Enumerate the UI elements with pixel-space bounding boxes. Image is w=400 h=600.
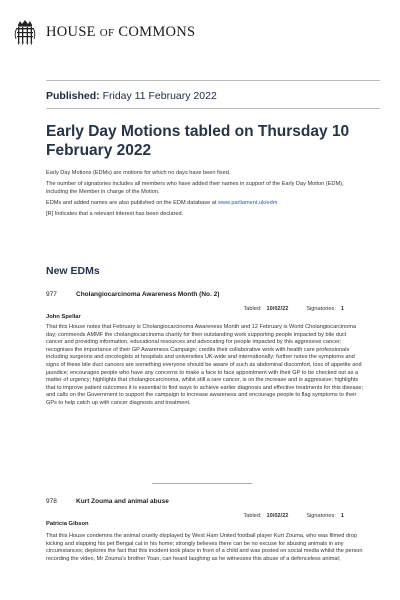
motion-heading — [46, 291, 346, 298]
portcullis-logo-icon — [14, 19, 36, 45]
edm-database-link[interactable]: www.parliament.uk/edm — [217, 200, 278, 206]
motion-number: 978 — [46, 498, 57, 505]
signatories-label: Signatories: — [306, 306, 336, 312]
motion-number: 977 — [46, 291, 57, 298]
motion-proposer: John Spellar — [46, 314, 81, 320]
tabled-label: Tabled: — [243, 513, 262, 519]
intro-paragraph: Early Day Motions (EDMs) are motions for which no days have been fixed. — [46, 170, 231, 176]
motion-text: That this House notes that February is Cholangiocarcinoma Awareness Month and 12 February is World Cholangiocarcinoma day; commends AMMF the cholangiocarcinoma charity for their outstanding work supporting people impacted by bile duct cancer and providing information, educational resources and advocating for people impacted by this aggressive cancer; recognises the importance of their GP Awareness Campaign; credits their collaborative work with health care professionals including surgeons and oncologists at hospitals and universities UK-wide and internationally; further notes the symptoms and signs of these bile duct cancers are something everyone should be aware of such as abdominal discomfort, loss of appetite and jaundice; encourages people who have any concerns to make a face to face appointment with their GP to be checked out as a matter of urgency; highlights that cholangiocarcinoma, whilst still a rare cancer, is on the increase and is aggressive; highlights that to improve patient outcomes it is essential to find ways to achieve earlier diagnosis and effective treatments for this disease; and calls on the Government to support the campaign to increase awareness and encourage people to flag symptoms to their GPs to help catch up with cancer diagnosis and treatment. — [46, 324, 364, 406]
intro-text — [46, 169, 366, 221]
motion-heading — [46, 498, 346, 505]
motion-title: Cholangiocarcinoma Awareness Month (No. 2) — [76, 291, 220, 298]
header-rule — [46, 80, 380, 81]
published-line — [46, 90, 217, 102]
published-label: Published: — [46, 90, 100, 102]
motion-title: Kurt Zouma and animal abuse — [76, 498, 169, 505]
section-heading: New EDMs — [46, 265, 100, 277]
organisation-name: HOUSE OF COMMONS — [46, 23, 196, 40]
published-date: Friday 11 February 2022 — [102, 90, 217, 102]
motion-meta — [244, 513, 345, 519]
intro-paragraph: EDMs and added names are also published on the EDM database at www.parliament.uk/edm — [46, 200, 278, 206]
signatories-label: Signatories: — [306, 513, 336, 519]
motion-meta — [244, 306, 345, 312]
signatories-count: 1 — [340, 306, 344, 312]
tabled-date: 10/02/22 — [266, 306, 289, 312]
motion-text: That this House condemns the animal cruelty displayed by West Ham United football player Kurt Zouma, who was filmed drop kicking and slapping his pet Bengal cat in his home; strongly believes there can be no excuse for abusing animals in any circumstances; deplores the fact that this incident took place in front of a child and was posted on social media whilst the person recording the video, Mr Zouma's brother Yoan, can heard laughing as he witnesses this abuse of a defenceless animal; — [46, 533, 363, 562]
masthead — [14, 18, 195, 46]
published-rule — [46, 108, 380, 109]
intro-paragraph: [R] Indicates that a relevant interest has been declared. — [46, 211, 184, 217]
intro-paragraph: The number of signatories includes all members who have added their names in support of the Early Day Motion (EDM), including the Member in charge of the Motion. — [46, 181, 344, 195]
motion-proposer: Patricia Gibson — [46, 521, 89, 527]
motion-separator — [152, 483, 252, 484]
tabled-label: Tabled: — [243, 306, 262, 312]
page-title: Early Day Motions tabled on Thursday 10 February 2022 — [46, 123, 350, 159]
signatories-count: 1 — [340, 513, 344, 519]
tabled-date: 10/02/22 — [266, 513, 289, 519]
